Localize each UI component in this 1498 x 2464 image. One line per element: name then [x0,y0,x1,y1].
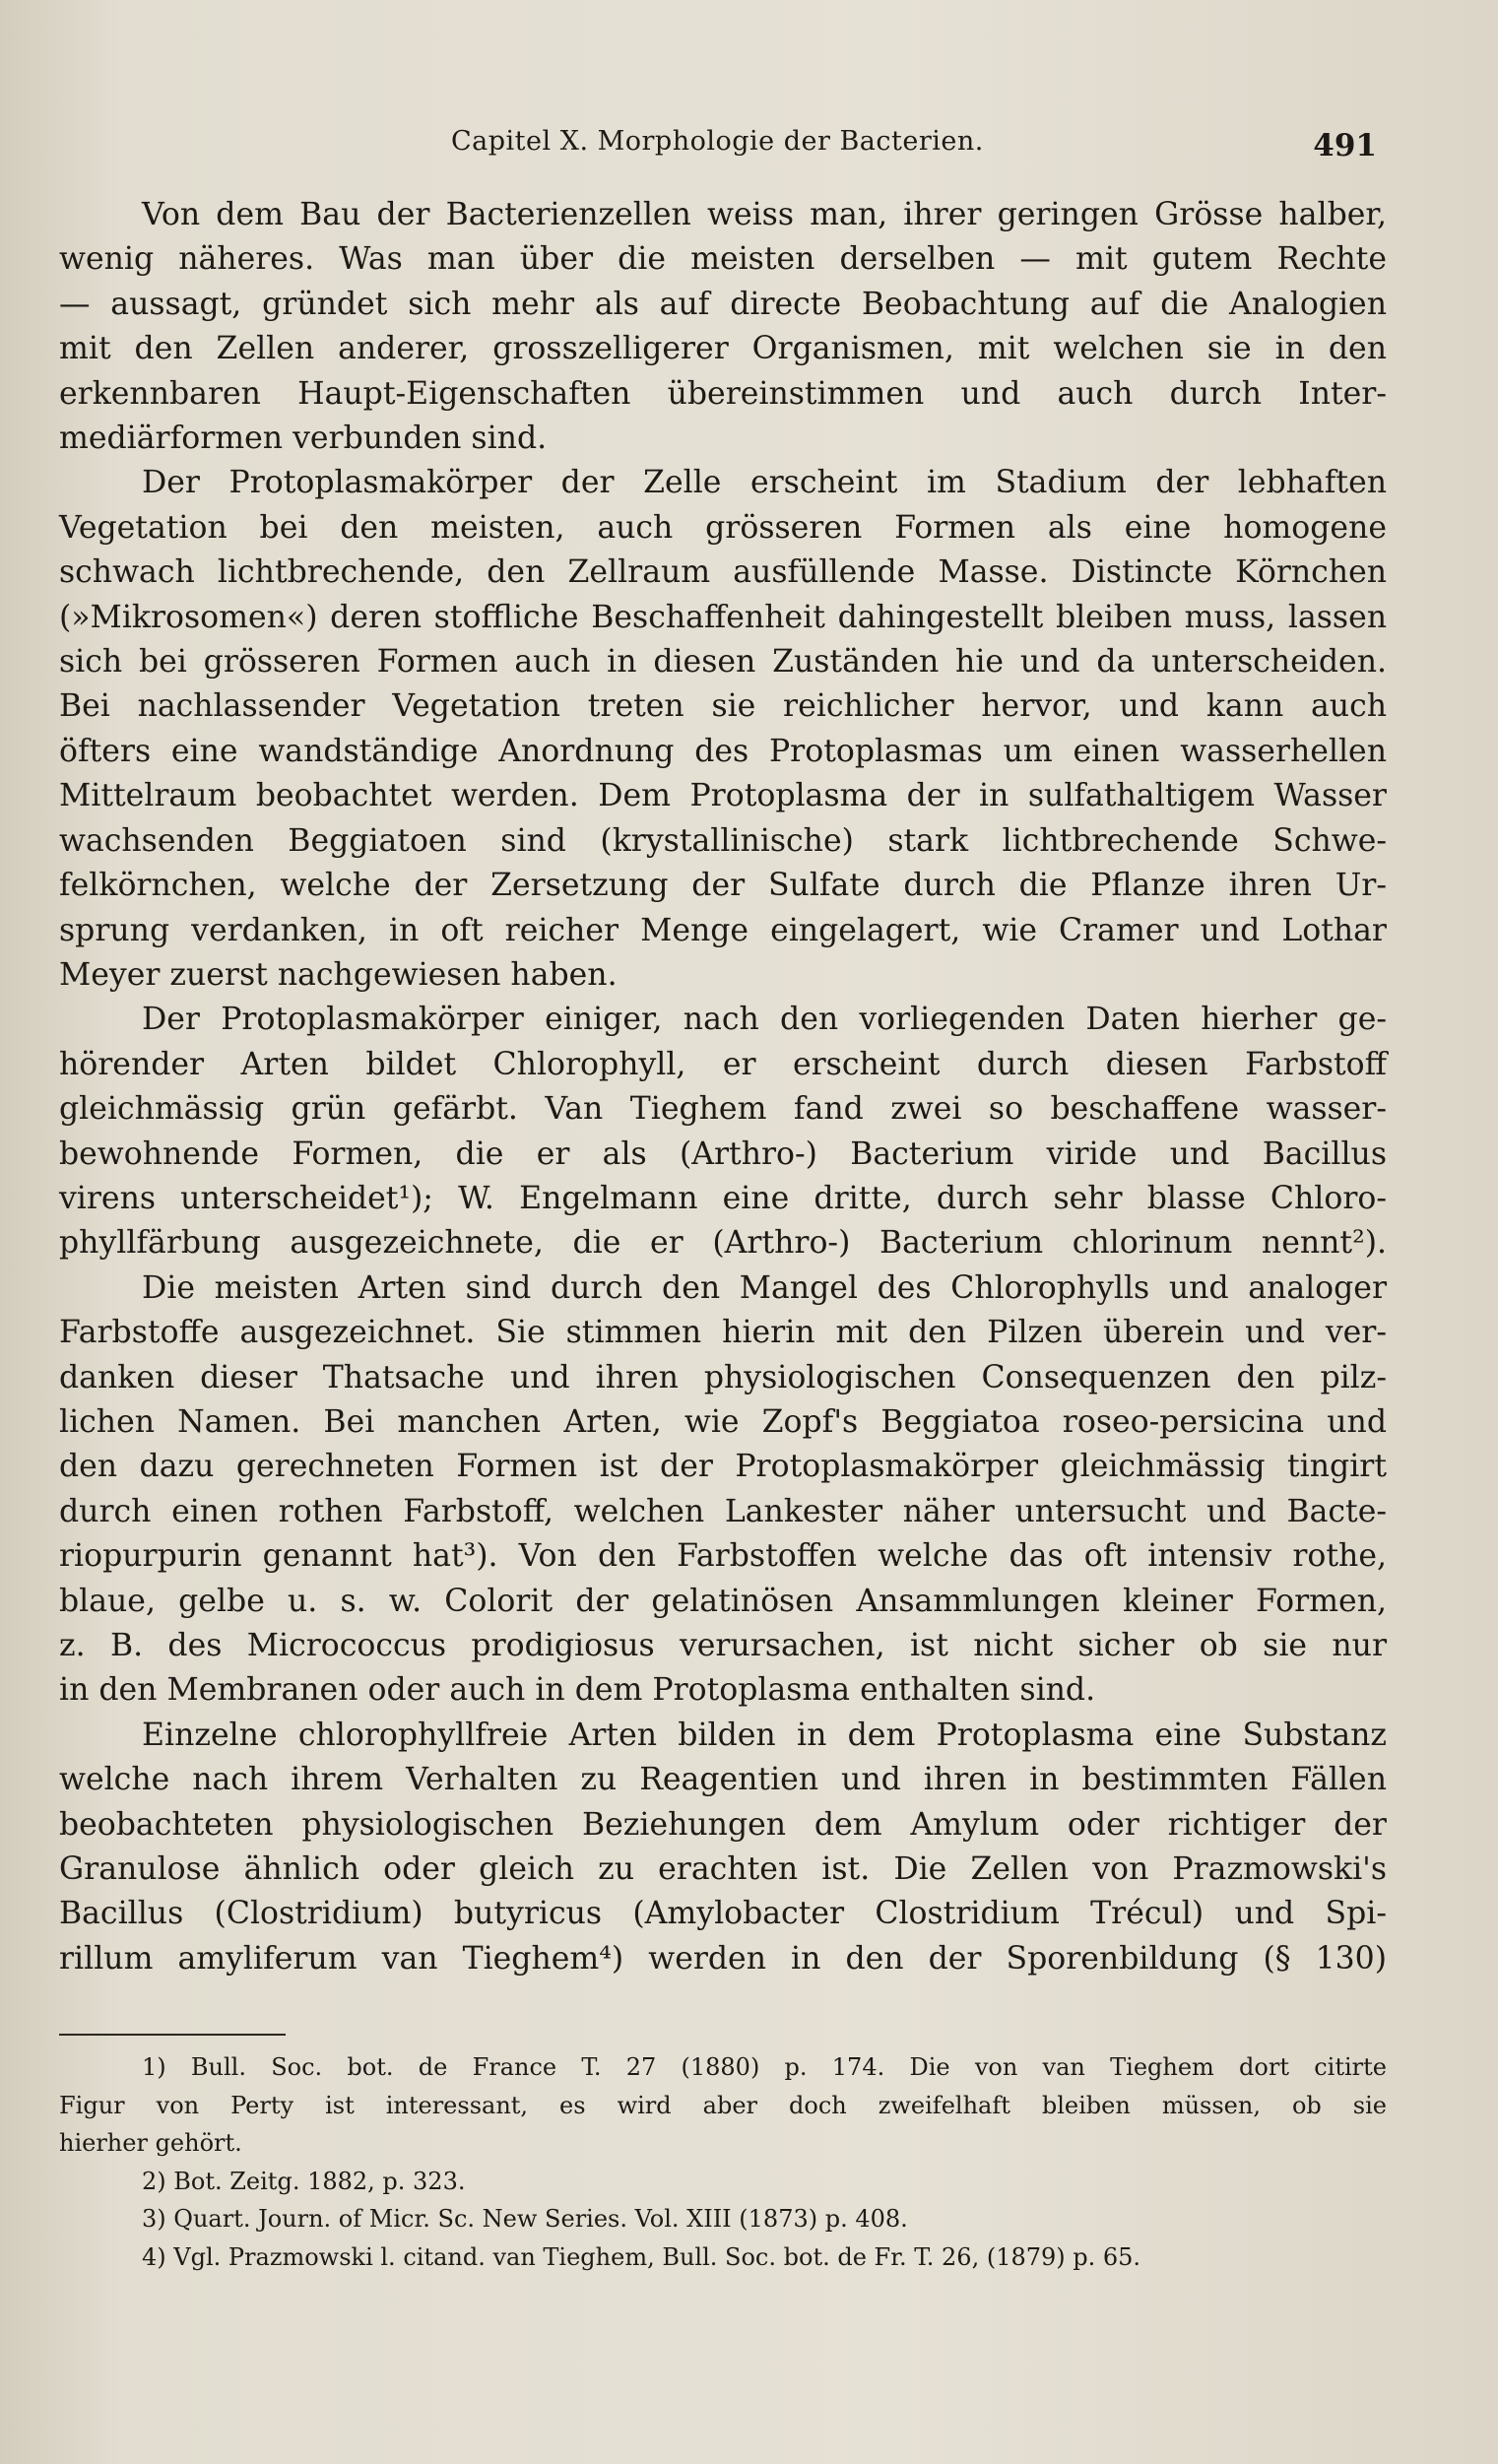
text-line: Die meisten Arten sind durch den Mangel des Chlorophylls und analoger [142,1269,1387,1306]
text-line: in den Membranen oder auch in dem Protoplasma enthalten sind. [59,1672,1096,1709]
body-text [59,193,1387,1981]
text-line: wachsenden Beggiatoen sind (krystallinische) stark lichtbrechende Schwe- [59,822,1387,859]
footnote-line: 1) Bull. Soc. bot. de France T. 27 (1880) p. 174. Die von van Tieghem dort citirte [142,2053,1387,2081]
text-line: riopurpurin genannt hat³). Von den Farbstoffen welche das oft intensiv rothe, [59,1538,1387,1575]
text-line: Von dem Bau der Bacterienzellen weiss man, ihrer geringen Grösse halber, [142,197,1387,232]
text-line: sprung verdanken, in oft reicher Menge eingelagert, wie Cramer und Lothar [59,912,1387,948]
text-line: felkörnchen, welche der Zersetzung der Sulfate durch die Pflanze ihren Ur- [59,868,1387,904]
page-header [451,126,1377,175]
text-line: — aussagt, gründet sich mehr als auf directe Beobachtung auf die Analogien [59,286,1387,322]
text-line: gleichmässig grün gefärbt. Van Tieghem fand zwei so beschaffene wasser- [59,1091,1387,1128]
text-line: Meyer zuerst nachgewiesen haben. [59,956,618,993]
page-number: 491 [1313,128,1377,163]
text-line: blaue, gelbe u. s. w. Colorit der gelatinösen Ansammlungen kleiner Formen, [59,1583,1387,1619]
text-line: Der Protoplasmakörper einiger, nach den vorliegenden Daten hierher ge- [142,1002,1387,1038]
text-line: welche nach ihrem Verhalten zu Reagentien und ihren in bestimmten Fällen [59,1762,1387,1798]
text-line: phyllfärbung ausgezeichnete, die er (Arthro-) Bacterium chlorinum nennt²). [59,1225,1387,1262]
text-line: Einzelne chlorophyllfreie Arten bilden in dem Protoplasma eine Substanz [142,1717,1387,1753]
text-line: danken dieser Thatsache und ihren physiologischen Consequenzen den pilz- [59,1359,1387,1395]
text-line: schwach lichtbrechende, den Zellraum ausfüllende Masse. Distincte Körnchen [59,554,1387,591]
text-line: Mittelraum beobachtet werden. Dem Protoplasma der in sulfathaltigem Wasser [59,778,1387,814]
text-line: hörender Arten bildet Chlorophyll, er erscheint durch diesen Farbstoff [59,1046,1387,1082]
footnote-line: 3) Quart. Journ. of Micr. Sc. New Series. Vol. XIII (1873) p. 408. [142,2205,908,2233]
text-line: erkennbaren Haupt-Eigenschaften übereinstimmen und auch durch Inter- [59,375,1387,412]
text-line: Granulose ähnlich oder gleich zu erachten ist. Die Zellen von Prazmowski's [59,1851,1387,1888]
text-line: lichen Namen. Bei manchen Arten, wie Zopf's Beggiatoa roseo-persicina und [59,1403,1387,1440]
footnote-line: 4) Vgl. Prazmowski l. citand. van Tieghem, Bull. Soc. bot. de Fr. T. 26, (1879) p. 65. [142,2242,1141,2271]
text-line: z. B. des Micrococcus prodigiosus verursachen, ist nicht sicher ob sie nur [59,1628,1387,1663]
text-line: virens unterscheidet¹); W. Engelmann eine dritte, durch sehr blasse Chloro- [59,1180,1387,1216]
text-line: bewohnende Formen, die er als (Arthro-) Bacterium viride und Bacillus [59,1135,1387,1172]
text-line: mediärformen verbunden sind. [59,421,548,457]
text-line: Farbstoffe ausgezeichnet. Sie stimmen hierin mit den Pilzen überein und ver- [59,1315,1387,1351]
running-title: Capitel X. Morphologie der Bacterien. [451,126,984,157]
text-line: Vegetation bei den meisten, auch grösseren Formen als eine homogene [59,509,1387,546]
text-line: beobachteten physiologischen Beziehungen dem Amylum oder richtiger der [59,1806,1387,1843]
text-line: rillum amyliferum van Tieghem⁴) werden in den der Sporenbildung (§ 130) [59,1940,1387,1977]
text-line: wenig näheres. Was man über die meisten derselben — mit gutem Rechte [59,241,1387,278]
text-line: sich bei grösseren Formen auch in diesen Zuständen hie und da unterscheiden. [59,644,1387,681]
text-line: den dazu gerechneten Formen ist der Protoplasmakörper gleichmässig tingirt [59,1449,1387,1485]
footnote-line: Figur von Perty ist interessant, es wird aber doch zweifelhaft bleiben müssen, ob sie [59,2091,1387,2119]
text-line: Bei nachlassender Vegetation treten sie reichlicher hervor, und kann auch [59,688,1387,725]
footnotes [59,2048,1387,2276]
text-line: Bacillus (Clostridium) butyricus (Amylobacter Clostridium Trécul) und Spi- [59,1896,1387,1932]
text-line: öfters eine wandständige Anordnung des Protoplasmas um einen wasserhellen [59,733,1387,769]
text-line: Der Protoplasmakörper der Zelle erscheint im Stadium der lebhaften [142,465,1387,501]
footnote-line: hierher gehört. [59,2129,242,2157]
text-line: (»Mikrosomen«) deren stoffliche Beschaffenheit dahingestellt bleiben muss, lassen [59,599,1387,635]
text-line: durch einen rothen Farbstoff, welchen Lankester näher untersucht und Bacte- [59,1493,1387,1529]
text-line: mit den Zellen anderer, grosszelligerer Organismen, mit welchen sie in den [59,331,1387,367]
footnote-divider [59,2034,286,2036]
footnote-line: 2) Bot. Zeitg. 1882, p. 323. [142,2167,466,2195]
